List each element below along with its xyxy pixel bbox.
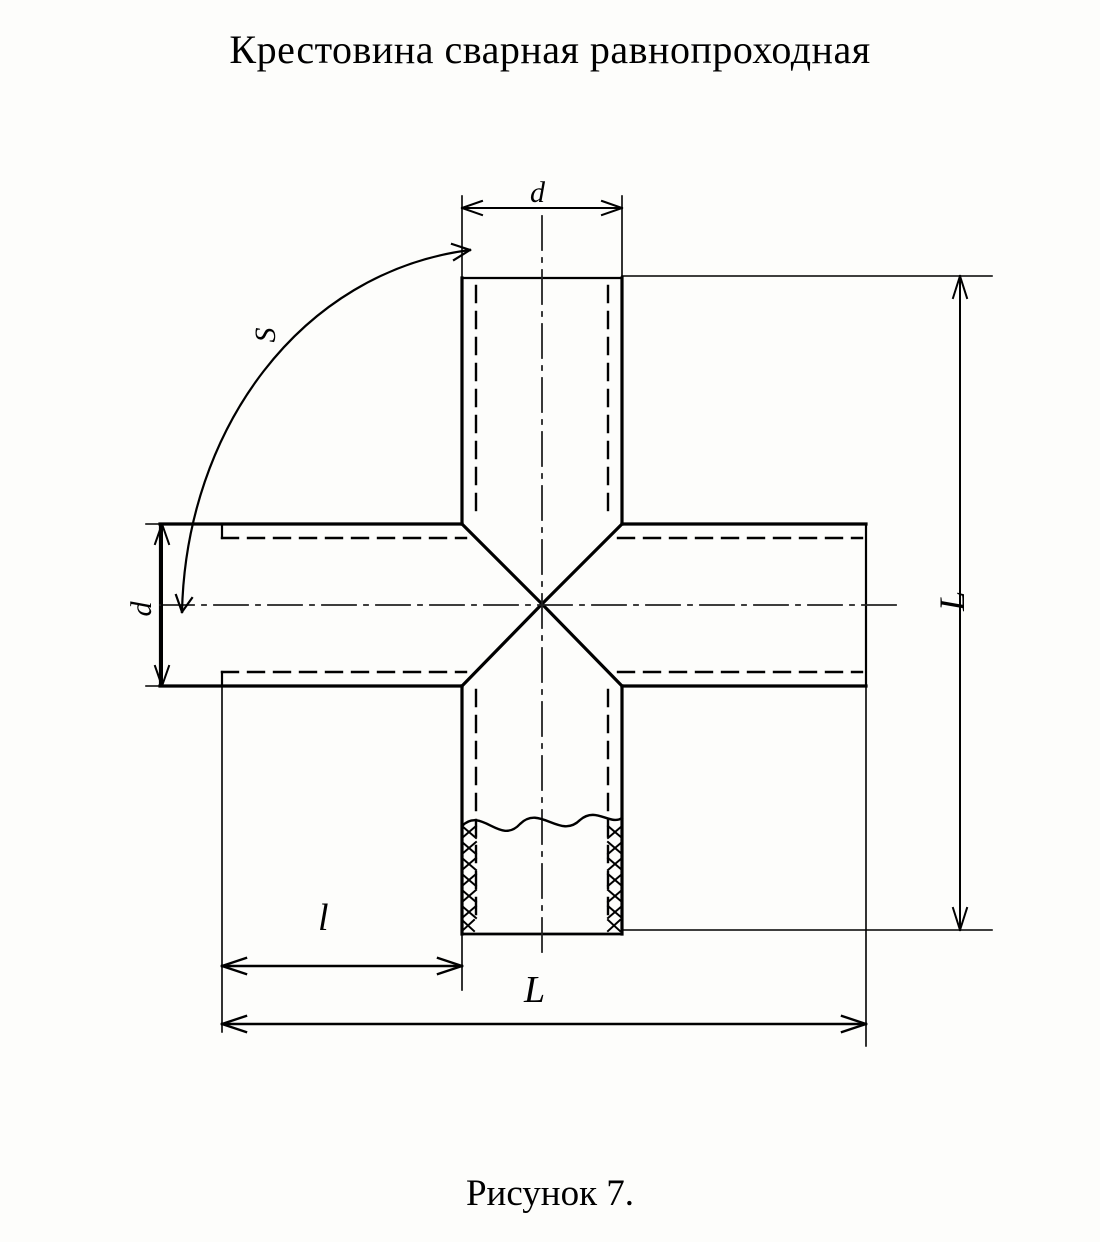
weld-hatch-right [608,826,622,931]
leader-arc-wall-thickness [182,250,470,612]
dim-label-right-L: L [932,590,972,612]
weld-hatch-left [462,826,476,931]
figure-caption: Рисунок 7. [465,1173,635,1214]
junction-diagonal-bl [462,604,542,686]
junction-diagonal-tr [542,524,622,604]
junction-diagonal-br [542,604,622,686]
junction-diagonal-tl [462,524,542,604]
dim-label-left-d: d [125,601,158,617]
leader-arrow-tail [176,595,192,612]
dim-label-bottom-L: L [524,969,546,1011]
dim-label-l: l [318,897,329,939]
page-title: Крестовина сварная равнопроходная [229,27,871,72]
dim-label-wall-thickness-S: S [249,327,282,343]
dim-label-top-d: d [530,176,545,209]
